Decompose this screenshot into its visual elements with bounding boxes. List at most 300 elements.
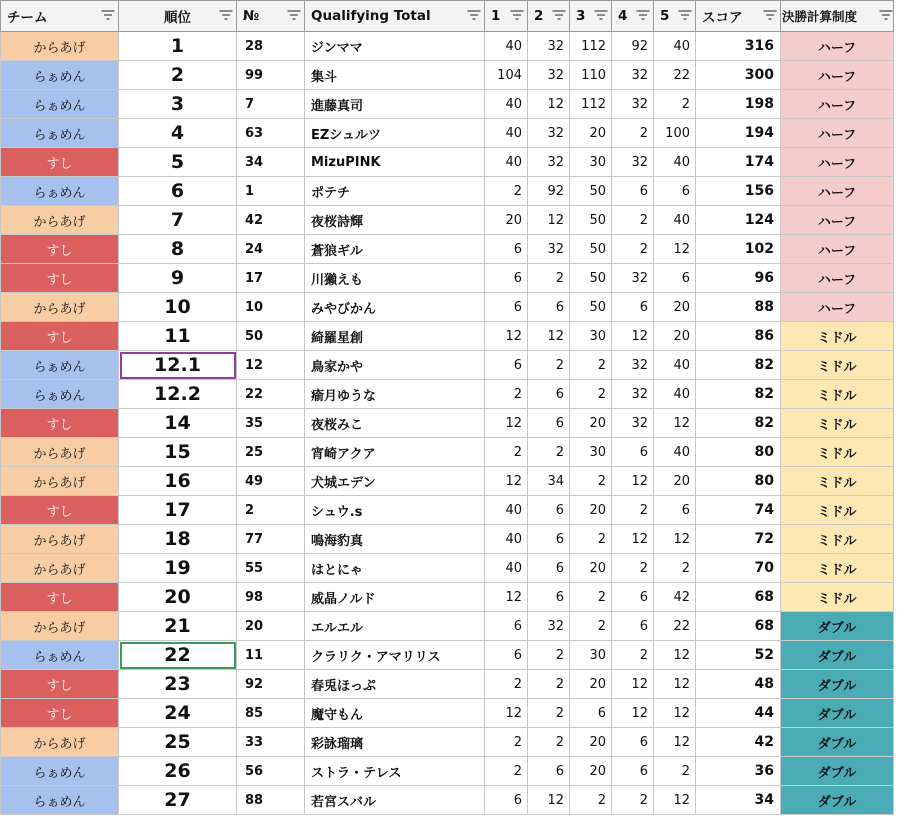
team-cell[interactable]: らぁめん xyxy=(1,351,119,380)
round-3-cell[interactable]: 20 xyxy=(570,670,612,699)
round-4-cell[interactable]: 2 xyxy=(612,496,654,525)
round-5-cell[interactable]: 6 xyxy=(654,264,696,293)
team-cell[interactable]: すし xyxy=(1,670,119,699)
player-name-cell[interactable]: エルエル xyxy=(305,612,485,641)
rank-cell[interactable]: 5 xyxy=(119,148,237,177)
rank-cell[interactable]: 10 xyxy=(119,293,237,322)
score-cell[interactable]: 194 xyxy=(696,119,781,148)
team-cell[interactable]: からあげ xyxy=(1,32,119,61)
round-5-cell[interactable]: 40 xyxy=(654,351,696,380)
entry-number-cell[interactable]: 50 xyxy=(237,322,305,351)
round-3-cell[interactable]: 20 xyxy=(570,554,612,583)
player-name-cell[interactable]: ジンママ xyxy=(305,32,485,61)
round-1-cell[interactable]: 2 xyxy=(485,380,528,409)
rank-cell[interactable]: 20 xyxy=(119,583,237,612)
header-number[interactable] xyxy=(237,1,305,32)
round-1-cell[interactable]: 104 xyxy=(485,61,528,90)
round-2-cell[interactable]: 32 xyxy=(528,148,570,177)
entry-number-cell[interactable]: 34 xyxy=(237,148,305,177)
round-4-cell[interactable]: 2 xyxy=(612,235,654,264)
team-cell[interactable]: すし xyxy=(1,235,119,264)
team-cell[interactable]: からあげ xyxy=(1,554,119,583)
round-2-cell[interactable]: 92 xyxy=(528,177,570,206)
score-cell[interactable]: 52 xyxy=(696,641,781,670)
round-1-cell[interactable]: 12 xyxy=(485,583,528,612)
player-name-cell[interactable]: 集斗 xyxy=(305,61,485,90)
round-2-cell[interactable]: 6 xyxy=(528,409,570,438)
team-cell[interactable]: すし xyxy=(1,583,119,612)
round-5-cell[interactable]: 6 xyxy=(654,177,696,206)
round-4-cell[interactable]: 6 xyxy=(612,438,654,467)
round-4-cell[interactable]: 6 xyxy=(612,583,654,612)
header-round-4[interactable] xyxy=(612,1,654,32)
round-1-cell[interactable]: 6 xyxy=(485,264,528,293)
round-4-cell[interactable]: 12 xyxy=(612,467,654,496)
entry-number-cell[interactable]: 85 xyxy=(237,699,305,728)
player-name-cell[interactable]: ストラ・テレス xyxy=(305,757,485,786)
round-4-cell[interactable]: 12 xyxy=(612,699,654,728)
round-4-cell[interactable]: 32 xyxy=(612,90,654,119)
entry-number-cell[interactable]: 12 xyxy=(237,351,305,380)
round-3-cell[interactable]: 50 xyxy=(570,293,612,322)
round-1-cell[interactable]: 12 xyxy=(485,699,528,728)
round-3-cell[interactable]: 30 xyxy=(570,322,612,351)
round-2-cell[interactable]: 2 xyxy=(528,438,570,467)
round-2-cell[interactable]: 32 xyxy=(528,235,570,264)
entry-number-cell[interactable]: 42 xyxy=(237,206,305,235)
round-4-cell[interactable]: 6 xyxy=(612,757,654,786)
round-4-cell[interactable]: 2 xyxy=(612,786,654,815)
round-2-cell[interactable]: 6 xyxy=(528,293,570,322)
filter-icon[interactable] xyxy=(219,10,232,21)
round-1-cell[interactable]: 20 xyxy=(485,206,528,235)
round-3-cell[interactable]: 112 xyxy=(570,32,612,61)
entry-number-cell[interactable]: 77 xyxy=(237,525,305,554)
rank-cell[interactable]: 27 xyxy=(119,786,237,815)
round-3-cell[interactable]: 2 xyxy=(570,467,612,496)
final-system-cell[interactable]: ミドル xyxy=(781,351,894,380)
score-cell[interactable]: 74 xyxy=(696,496,781,525)
team-cell[interactable]: すし xyxy=(1,264,119,293)
round-1-cell[interactable]: 6 xyxy=(485,612,528,641)
score-cell[interactable]: 68 xyxy=(696,583,781,612)
entry-number-cell[interactable]: 25 xyxy=(237,438,305,467)
round-5-cell[interactable]: 12 xyxy=(654,235,696,264)
round-4-cell[interactable]: 32 xyxy=(612,61,654,90)
round-2-cell[interactable]: 6 xyxy=(528,554,570,583)
rank-cell[interactable]: 22 xyxy=(119,641,237,670)
final-system-cell[interactable]: ハーフ xyxy=(781,32,894,61)
score-cell[interactable]: 96 xyxy=(696,264,781,293)
round-4-cell[interactable]: 2 xyxy=(612,206,654,235)
final-system-cell[interactable]: ミドル xyxy=(781,467,894,496)
header-round-2[interactable] xyxy=(528,1,570,32)
round-5-cell[interactable]: 20 xyxy=(654,322,696,351)
final-system-cell[interactable]: ハーフ xyxy=(781,206,894,235)
round-5-cell[interactable]: 12 xyxy=(654,409,696,438)
final-system-cell[interactable]: ミドル xyxy=(781,554,894,583)
round-1-cell[interactable]: 12 xyxy=(485,467,528,496)
final-system-cell[interactable]: ハーフ xyxy=(781,264,894,293)
filter-icon[interactable] xyxy=(594,10,607,21)
round-4-cell[interactable]: 12 xyxy=(612,670,654,699)
entry-number-cell[interactable]: 35 xyxy=(237,409,305,438)
round-5-cell[interactable]: 6 xyxy=(654,496,696,525)
round-1-cell[interactable]: 12 xyxy=(485,322,528,351)
round-5-cell[interactable]: 100 xyxy=(654,119,696,148)
final-system-cell[interactable]: ハーフ xyxy=(781,235,894,264)
rank-cell[interactable]: 21 xyxy=(119,612,237,641)
player-name-cell[interactable]: 進藤真司 xyxy=(305,90,485,119)
round-2-cell[interactable]: 6 xyxy=(528,757,570,786)
round-5-cell[interactable]: 20 xyxy=(654,467,696,496)
rank-cell[interactable]: 17 xyxy=(119,496,237,525)
round-2-cell[interactable]: 32 xyxy=(528,61,570,90)
entry-number-cell[interactable]: 17 xyxy=(237,264,305,293)
team-cell[interactable]: らぁめん xyxy=(1,119,119,148)
player-name-cell[interactable]: 蒼狼ギル xyxy=(305,235,485,264)
rank-cell[interactable]: 16 xyxy=(119,467,237,496)
round-2-cell[interactable]: 2 xyxy=(528,670,570,699)
team-cell[interactable]: すし xyxy=(1,496,119,525)
round-2-cell[interactable]: 32 xyxy=(528,32,570,61)
team-cell[interactable]: からあげ xyxy=(1,467,119,496)
round-1-cell[interactable]: 2 xyxy=(485,438,528,467)
entry-number-cell[interactable]: 11 xyxy=(237,641,305,670)
team-cell[interactable]: すし xyxy=(1,148,119,177)
player-name-cell[interactable]: シュウ.s xyxy=(305,496,485,525)
round-5-cell[interactable]: 40 xyxy=(654,148,696,177)
round-5-cell[interactable]: 22 xyxy=(654,612,696,641)
round-2-cell[interactable]: 6 xyxy=(528,525,570,554)
team-cell[interactable]: らぁめん xyxy=(1,641,119,670)
entry-number-cell[interactable]: 92 xyxy=(237,670,305,699)
round-2-cell[interactable]: 32 xyxy=(528,119,570,148)
score-cell[interactable]: 86 xyxy=(696,322,781,351)
player-name-cell[interactable]: 瘉月ゆうな xyxy=(305,380,485,409)
entry-number-cell[interactable]: 49 xyxy=(237,467,305,496)
entry-number-cell[interactable]: 1 xyxy=(237,177,305,206)
team-cell[interactable]: からあげ xyxy=(1,612,119,641)
round-2-cell[interactable]: 2 xyxy=(528,699,570,728)
final-system-cell[interactable]: ハーフ xyxy=(781,177,894,206)
final-system-cell[interactable]: ミドル xyxy=(781,583,894,612)
round-5-cell[interactable]: 40 xyxy=(654,206,696,235)
final-system-cell[interactable]: ミドル xyxy=(781,409,894,438)
round-3-cell[interactable]: 2 xyxy=(570,525,612,554)
rank-cell[interactable]: 26 xyxy=(119,757,237,786)
round-1-cell[interactable]: 40 xyxy=(485,554,528,583)
round-3-cell[interactable]: 50 xyxy=(570,264,612,293)
round-5-cell[interactable]: 20 xyxy=(654,293,696,322)
final-system-cell[interactable]: ダブル xyxy=(781,699,894,728)
filter-icon[interactable] xyxy=(552,10,565,21)
round-3-cell[interactable]: 30 xyxy=(570,438,612,467)
round-1-cell[interactable]: 2 xyxy=(485,670,528,699)
score-cell[interactable]: 72 xyxy=(696,525,781,554)
round-2-cell[interactable]: 2 xyxy=(528,641,570,670)
final-system-cell[interactable]: ミドル xyxy=(781,438,894,467)
round-2-cell[interactable]: 12 xyxy=(528,322,570,351)
round-4-cell[interactable]: 2 xyxy=(612,641,654,670)
round-4-cell[interactable]: 32 xyxy=(612,264,654,293)
player-name-cell[interactable]: クラリク・アマリリス xyxy=(305,641,485,670)
entry-number-cell[interactable]: 88 xyxy=(237,786,305,815)
player-name-cell[interactable]: 川獺えも xyxy=(305,264,485,293)
team-cell[interactable]: からあげ xyxy=(1,293,119,322)
round-5-cell[interactable]: 22 xyxy=(654,61,696,90)
round-1-cell[interactable]: 6 xyxy=(485,641,528,670)
entry-number-cell[interactable]: 98 xyxy=(237,583,305,612)
final-system-cell[interactable]: ミドル xyxy=(781,496,894,525)
final-system-cell[interactable]: ダブル xyxy=(781,728,894,757)
round-3-cell[interactable]: 50 xyxy=(570,206,612,235)
round-2-cell[interactable]: 2 xyxy=(528,264,570,293)
score-cell[interactable]: 70 xyxy=(696,554,781,583)
player-name-cell[interactable]: 夜桜みこ xyxy=(305,409,485,438)
score-cell[interactable]: 68 xyxy=(696,612,781,641)
score-cell[interactable]: 82 xyxy=(696,351,781,380)
round-3-cell[interactable]: 2 xyxy=(570,612,612,641)
final-system-cell[interactable]: ハーフ xyxy=(781,90,894,119)
player-name-cell[interactable]: 魔守もん xyxy=(305,699,485,728)
final-system-cell[interactable]: ミドル xyxy=(781,380,894,409)
rank-cell[interactable]: 14 xyxy=(119,409,237,438)
player-name-cell[interactable]: 鳥家かや xyxy=(305,351,485,380)
rank-cell[interactable]: 2 xyxy=(119,61,237,90)
round-5-cell[interactable]: 12 xyxy=(654,670,696,699)
rank-cell[interactable]: 9 xyxy=(119,264,237,293)
round-3-cell[interactable]: 30 xyxy=(570,641,612,670)
entry-number-cell[interactable]: 55 xyxy=(237,554,305,583)
score-cell[interactable]: 198 xyxy=(696,90,781,119)
player-name-cell[interactable]: みやびかん xyxy=(305,293,485,322)
round-5-cell[interactable]: 12 xyxy=(654,641,696,670)
final-system-cell[interactable]: ダブル xyxy=(781,612,894,641)
round-1-cell[interactable]: 40 xyxy=(485,496,528,525)
score-cell[interactable]: 316 xyxy=(696,32,781,61)
round-4-cell[interactable]: 32 xyxy=(612,409,654,438)
round-4-cell[interactable]: 6 xyxy=(612,728,654,757)
round-2-cell[interactable]: 12 xyxy=(528,90,570,119)
rank-cell[interactable]: 4 xyxy=(119,119,237,148)
team-cell[interactable]: からあげ xyxy=(1,728,119,757)
player-name-cell[interactable]: EZシュルツ xyxy=(305,119,485,148)
player-name-cell[interactable]: 若宮スバル xyxy=(305,786,485,815)
score-cell[interactable]: 156 xyxy=(696,177,781,206)
player-name-cell[interactable]: 宵崎アクア xyxy=(305,438,485,467)
player-name-cell[interactable]: 威晶ノルド xyxy=(305,583,485,612)
round-5-cell[interactable]: 12 xyxy=(654,525,696,554)
round-3-cell[interactable]: 50 xyxy=(570,177,612,206)
score-cell[interactable]: 48 xyxy=(696,670,781,699)
team-cell[interactable]: らぁめん xyxy=(1,786,119,815)
entry-number-cell[interactable]: 20 xyxy=(237,612,305,641)
rank-cell[interactable]: 1 xyxy=(119,32,237,61)
team-cell[interactable]: らぁめん xyxy=(1,380,119,409)
round-3-cell[interactable]: 2 xyxy=(570,380,612,409)
filter-icon[interactable] xyxy=(287,10,300,21)
round-5-cell[interactable]: 40 xyxy=(654,438,696,467)
round-5-cell[interactable]: 12 xyxy=(654,786,696,815)
final-system-cell[interactable]: ダブル xyxy=(781,641,894,670)
header-round-5[interactable] xyxy=(654,1,696,32)
team-cell[interactable]: すし xyxy=(1,699,119,728)
round-1-cell[interactable]: 40 xyxy=(485,119,528,148)
round-2-cell[interactable]: 34 xyxy=(528,467,570,496)
team-cell[interactable]: らぁめん xyxy=(1,61,119,90)
entry-number-cell[interactable]: 99 xyxy=(237,61,305,90)
round-2-cell[interactable]: 32 xyxy=(528,612,570,641)
round-3-cell[interactable]: 2 xyxy=(570,786,612,815)
header-score[interactable] xyxy=(696,1,781,32)
rank-cell[interactable]: 11 xyxy=(119,322,237,351)
round-2-cell[interactable]: 6 xyxy=(528,380,570,409)
entry-number-cell[interactable]: 2 xyxy=(237,496,305,525)
final-system-cell[interactable]: ハーフ xyxy=(781,293,894,322)
filter-icon[interactable] xyxy=(101,10,114,21)
team-cell[interactable]: すし xyxy=(1,409,119,438)
round-3-cell[interactable]: 2 xyxy=(570,351,612,380)
rank-cell[interactable]: 23 xyxy=(119,670,237,699)
player-name-cell[interactable]: 彩詠瑠璃 xyxy=(305,728,485,757)
round-2-cell[interactable]: 6 xyxy=(528,496,570,525)
round-1-cell[interactable]: 6 xyxy=(485,235,528,264)
rank-cell[interactable]: 6 xyxy=(119,177,237,206)
rank-cell[interactable]: 12.1 xyxy=(119,351,237,380)
entry-number-cell[interactable]: 7 xyxy=(237,90,305,119)
rank-cell[interactable]: 7 xyxy=(119,206,237,235)
round-2-cell[interactable]: 12 xyxy=(528,786,570,815)
round-4-cell[interactable]: 6 xyxy=(612,177,654,206)
round-5-cell[interactable]: 40 xyxy=(654,32,696,61)
rank-cell[interactable]: 12.2 xyxy=(119,380,237,409)
round-1-cell[interactable]: 12 xyxy=(485,409,528,438)
round-5-cell[interactable]: 2 xyxy=(654,757,696,786)
round-1-cell[interactable]: 40 xyxy=(485,148,528,177)
final-system-cell[interactable]: ハーフ xyxy=(781,61,894,90)
score-cell[interactable]: 82 xyxy=(696,380,781,409)
entry-number-cell[interactable]: 24 xyxy=(237,235,305,264)
header-qualifying-total[interactable] xyxy=(305,1,485,32)
score-cell[interactable]: 34 xyxy=(696,786,781,815)
round-1-cell[interactable]: 6 xyxy=(485,293,528,322)
round-1-cell[interactable]: 6 xyxy=(485,786,528,815)
team-cell[interactable]: からあげ xyxy=(1,525,119,554)
rank-cell[interactable]: 18 xyxy=(119,525,237,554)
round-4-cell[interactable]: 92 xyxy=(612,32,654,61)
round-2-cell[interactable]: 6 xyxy=(528,583,570,612)
team-cell[interactable]: らぁめん xyxy=(1,177,119,206)
entry-number-cell[interactable]: 56 xyxy=(237,757,305,786)
filter-icon[interactable] xyxy=(636,10,649,21)
round-5-cell[interactable]: 40 xyxy=(654,380,696,409)
round-3-cell[interactable]: 20 xyxy=(570,728,612,757)
round-1-cell[interactable]: 40 xyxy=(485,32,528,61)
round-2-cell[interactable]: 2 xyxy=(528,351,570,380)
entry-number-cell[interactable]: 33 xyxy=(237,728,305,757)
round-1-cell[interactable]: 6 xyxy=(485,351,528,380)
final-system-cell[interactable]: ミドル xyxy=(781,322,894,351)
round-4-cell[interactable]: 2 xyxy=(612,119,654,148)
score-cell[interactable]: 300 xyxy=(696,61,781,90)
score-cell[interactable]: 42 xyxy=(696,728,781,757)
round-5-cell[interactable]: 12 xyxy=(654,728,696,757)
round-4-cell[interactable]: 6 xyxy=(612,612,654,641)
round-3-cell[interactable]: 112 xyxy=(570,90,612,119)
player-name-cell[interactable]: 犬城エデン xyxy=(305,467,485,496)
round-3-cell[interactable]: 2 xyxy=(570,583,612,612)
team-cell[interactable]: すし xyxy=(1,322,119,351)
final-system-cell[interactable]: ミドル xyxy=(781,525,894,554)
player-name-cell[interactable]: ポテチ xyxy=(305,177,485,206)
round-3-cell[interactable]: 20 xyxy=(570,496,612,525)
rank-cell[interactable]: 24 xyxy=(119,699,237,728)
round-5-cell[interactable]: 2 xyxy=(654,554,696,583)
team-cell[interactable]: らぁめん xyxy=(1,90,119,119)
round-1-cell[interactable]: 40 xyxy=(485,90,528,119)
player-name-cell[interactable]: はとにゃ xyxy=(305,554,485,583)
header-rank[interactable] xyxy=(119,1,237,32)
score-cell[interactable]: 80 xyxy=(696,467,781,496)
round-3-cell[interactable]: 50 xyxy=(570,235,612,264)
round-2-cell[interactable]: 2 xyxy=(528,728,570,757)
round-3-cell[interactable]: 20 xyxy=(570,119,612,148)
team-cell[interactable]: らぁめん xyxy=(1,757,119,786)
round-4-cell[interactable]: 32 xyxy=(612,351,654,380)
header-round-1[interactable] xyxy=(485,1,528,32)
player-name-cell[interactable]: 春兎ほっぷ xyxy=(305,670,485,699)
round-4-cell[interactable]: 12 xyxy=(612,322,654,351)
round-4-cell[interactable]: 6 xyxy=(612,293,654,322)
header-team[interactable] xyxy=(1,1,119,32)
round-4-cell[interactable]: 12 xyxy=(612,525,654,554)
round-5-cell[interactable]: 12 xyxy=(654,699,696,728)
team-cell[interactable]: からあげ xyxy=(1,438,119,467)
player-name-cell[interactable]: 綺羅星創 xyxy=(305,322,485,351)
final-system-cell[interactable]: ダブル xyxy=(781,786,894,815)
final-system-cell[interactable]: ハーフ xyxy=(781,119,894,148)
round-1-cell[interactable]: 2 xyxy=(485,757,528,786)
entry-number-cell[interactable]: 63 xyxy=(237,119,305,148)
filter-icon[interactable] xyxy=(678,10,691,21)
rank-cell[interactable]: 3 xyxy=(119,90,237,119)
player-name-cell[interactable]: 鳴海豹真 xyxy=(305,525,485,554)
score-cell[interactable]: 124 xyxy=(696,206,781,235)
round-4-cell[interactable]: 32 xyxy=(612,148,654,177)
round-3-cell[interactable]: 6 xyxy=(570,699,612,728)
team-cell[interactable]: からあげ xyxy=(1,206,119,235)
player-name-cell[interactable]: MizuPINK xyxy=(305,148,485,177)
round-3-cell[interactable]: 20 xyxy=(570,757,612,786)
round-4-cell[interactable]: 32 xyxy=(612,380,654,409)
filter-icon[interactable] xyxy=(879,10,892,21)
score-cell[interactable]: 174 xyxy=(696,148,781,177)
score-cell[interactable]: 80 xyxy=(696,438,781,467)
rank-cell[interactable]: 15 xyxy=(119,438,237,467)
entry-number-cell[interactable]: 28 xyxy=(237,32,305,61)
entry-number-cell[interactable]: 22 xyxy=(237,380,305,409)
round-3-cell[interactable]: 110 xyxy=(570,61,612,90)
round-1-cell[interactable]: 40 xyxy=(485,525,528,554)
final-system-cell[interactable]: ダブル xyxy=(781,670,894,699)
score-cell[interactable]: 36 xyxy=(696,757,781,786)
rank-cell[interactable]: 8 xyxy=(119,235,237,264)
round-1-cell[interactable]: 2 xyxy=(485,728,528,757)
round-2-cell[interactable]: 12 xyxy=(528,206,570,235)
round-4-cell[interactable]: 2 xyxy=(612,554,654,583)
entry-number-cell[interactable]: 10 xyxy=(237,293,305,322)
